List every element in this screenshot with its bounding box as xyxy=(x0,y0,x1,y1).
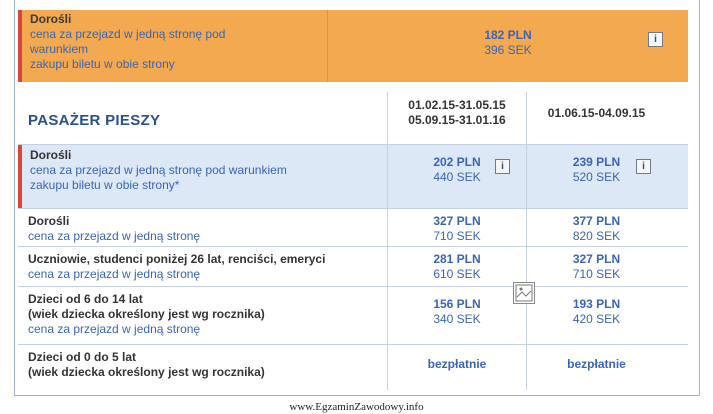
header-period-1 xyxy=(387,92,526,144)
price-sek: 420 SEK xyxy=(572,312,621,326)
period-1-line-2: 05.09.15-31.01.16 xyxy=(408,113,506,127)
page-title: PASAŻER PIESZY xyxy=(28,112,161,129)
row-title-line-2: (wiek dziecka określony jest wg rocznika) xyxy=(28,307,265,321)
table-row-highlighted xyxy=(18,144,688,208)
row-title: Dzieci od 6 do 14 lat xyxy=(28,292,143,306)
price-pln: 202 PLN xyxy=(433,155,481,169)
table-row xyxy=(18,246,688,286)
row-subtitle: cena za przejazd w jedną stronę pod xyxy=(30,27,226,41)
price-period-2 xyxy=(526,287,666,344)
row-subtitle: cena za przejazd w jedną stronę pod warunkiem xyxy=(30,163,287,177)
price-sek: 710 SEK xyxy=(572,267,621,281)
price-period-1 xyxy=(387,145,526,208)
price-pln: 327 PLN xyxy=(572,252,621,266)
price-period-2 xyxy=(526,345,666,390)
price-pln: 182 PLN xyxy=(484,28,532,42)
orange-row-description xyxy=(18,10,327,82)
price-period-1 xyxy=(387,287,526,344)
price-sek: 710 SEK xyxy=(433,229,481,243)
row-subtitle: cena za przejazd w jedną stronę xyxy=(28,229,201,243)
info-icon[interactable]: i xyxy=(495,159,510,174)
info-icon[interactable]: i xyxy=(648,32,663,47)
row-subtitle: zakupu biletu w obie strony xyxy=(30,57,175,71)
broken-image-icon xyxy=(513,282,535,304)
price-period-2 xyxy=(526,209,666,246)
row-description xyxy=(18,247,387,286)
row-description xyxy=(18,287,387,344)
price-free: bezpłatnie xyxy=(427,357,487,371)
price-sek: 610 SEK xyxy=(433,267,481,281)
table-header xyxy=(18,92,688,144)
price-sek: 440 SEK xyxy=(433,170,481,184)
info-icon[interactable]: i xyxy=(636,159,651,174)
row-title: Dorośli xyxy=(28,214,70,228)
price-pln: 156 PLN xyxy=(433,297,481,311)
row-title: Dzieci od 0 do 5 lat xyxy=(28,350,137,364)
price-period-2 xyxy=(526,247,666,286)
price-sek: 520 SEK xyxy=(572,170,621,184)
price-sek: 340 SEK xyxy=(433,312,481,326)
row-title-line-2: (wiek dziecka określony jest wg rocznika) xyxy=(28,365,265,379)
price-pln: 327 PLN xyxy=(433,214,481,228)
period-1-line-1: 01.02.15-31.05.15 xyxy=(408,98,506,112)
price-period-1 xyxy=(387,209,526,246)
row-title: Dorośli xyxy=(30,148,72,162)
price-period-1 xyxy=(387,247,526,286)
table-row xyxy=(18,344,688,390)
price-period-2 xyxy=(526,145,666,208)
row-subtitle: cena za przejazd w jedną stronę xyxy=(28,322,201,336)
row-description xyxy=(18,145,387,208)
table-row xyxy=(18,286,688,344)
row-description xyxy=(18,345,387,390)
price-sek: 820 SEK xyxy=(572,229,621,243)
header-title-cell xyxy=(18,92,387,144)
price-free: bezpłatnie xyxy=(567,357,626,371)
price-pln: 281 PLN xyxy=(433,252,481,266)
row-description xyxy=(18,209,387,246)
price-pln: 239 PLN xyxy=(572,155,621,169)
price-pln: 377 PLN xyxy=(572,214,621,228)
orange-price-row xyxy=(18,10,688,82)
orange-row-price xyxy=(327,10,688,82)
row-subtitle: warunkiem xyxy=(30,42,89,56)
row-title: Uczniowie, studenci poniżej 26 lat, renciści, emeryci xyxy=(28,252,326,266)
row-subtitle: cena za przejazd w jedną stronę xyxy=(28,267,201,281)
row-title: Dorośli xyxy=(30,12,72,26)
price-period-1 xyxy=(387,345,526,390)
footer-url: www.EgzaminZawodowy.info xyxy=(289,401,424,413)
table-row xyxy=(18,208,688,246)
period-2: 01.06.15-04.09.15 xyxy=(547,106,646,120)
row-subtitle: zakupu biletu w obie strony* xyxy=(30,178,180,192)
price-pln: 193 PLN xyxy=(572,297,621,311)
header-period-2 xyxy=(526,92,666,144)
price-sek: 396 SEK xyxy=(484,43,532,57)
